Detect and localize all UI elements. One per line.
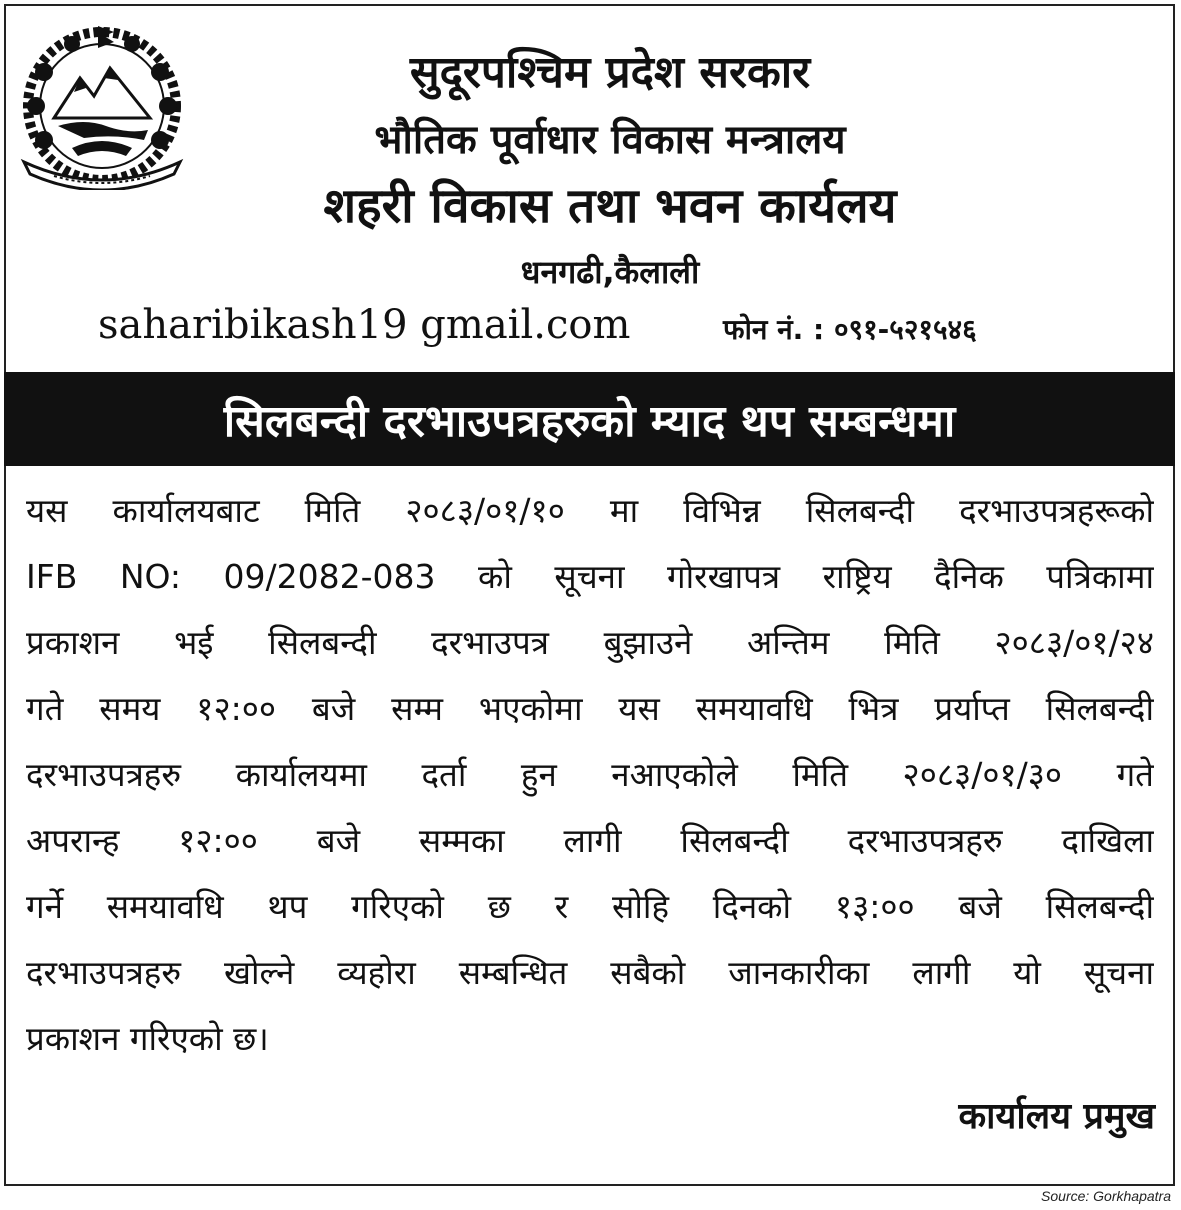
body-line: दरभाउपत्रहरु कार्यालयमा दर्ता हुन नआएकोले मिति २०८३/०१/३० गते xyxy=(26,755,1154,794)
office-name: शहरी विकास तथा भवन कार्यलय xyxy=(323,178,897,234)
body-line: यस कार्यालयबाट मिति २०८३/०१/१० मा विभिन्न सिलबन्दी दरभाउपत्रहरूको xyxy=(26,491,1154,530)
ministry-name: भौतिक पूर्वाधार विकास मन्त्रालय xyxy=(374,117,846,163)
notice-body xyxy=(26,478,1154,1072)
source-credit: Source: Gorkhapatra xyxy=(1041,1188,1171,1204)
phone-number: फोन नं. : ०९१-५२१५४६ xyxy=(723,313,977,346)
body-line: प्रकाशन गरिएको छ। xyxy=(26,1019,269,1058)
contact-row xyxy=(98,302,1158,358)
body-line: गते समय १२:०० बजे सम्म भएकोमा यस समयावधि भित्र प्रर्याप्त सिलबन्दी xyxy=(26,689,1154,728)
office-location: धनगढी,कैलाली xyxy=(520,253,700,291)
body-line: दरभाउपत्रहरु खोल्ने व्यहोरा सम्बन्धित सबैको जानकारीका लागी यो सूचना xyxy=(26,953,1154,992)
body-line: अपरान्ह १२:०० बजे सम्मका लागी सिलबन्दी दरभाउपत्रहरु दाखिला xyxy=(26,821,1154,860)
notice-title-banner: सिलबन्दी दरभाउपत्रहरुको म्याद थप सम्बन्धमा xyxy=(4,372,1175,466)
government-name: सुदूरपश्चिम प्रदेश सरकार xyxy=(409,47,811,98)
body-line: IFB NO: 09/2082-083 को सूचना गोरखापत्र राष्ट्रिय दैनिक पत्रिकामा xyxy=(26,557,1154,596)
body-line: गर्ने समयावधि थप गरिएको छ र सोहि दिनको १३:०० बजे सिलबन्दी xyxy=(26,887,1154,926)
nepal-government-emblem-icon xyxy=(14,22,190,190)
signature-office-chief: कार्यालय प्रमुख xyxy=(958,1096,1155,1137)
email-address: saharibikash19 gmail.com xyxy=(98,302,631,348)
body-line: प्रकाशन भई सिलबन्दी दरभाउपत्र बुझाउने अन्तिम मिति २०८३/०१/२४ xyxy=(26,623,1154,662)
